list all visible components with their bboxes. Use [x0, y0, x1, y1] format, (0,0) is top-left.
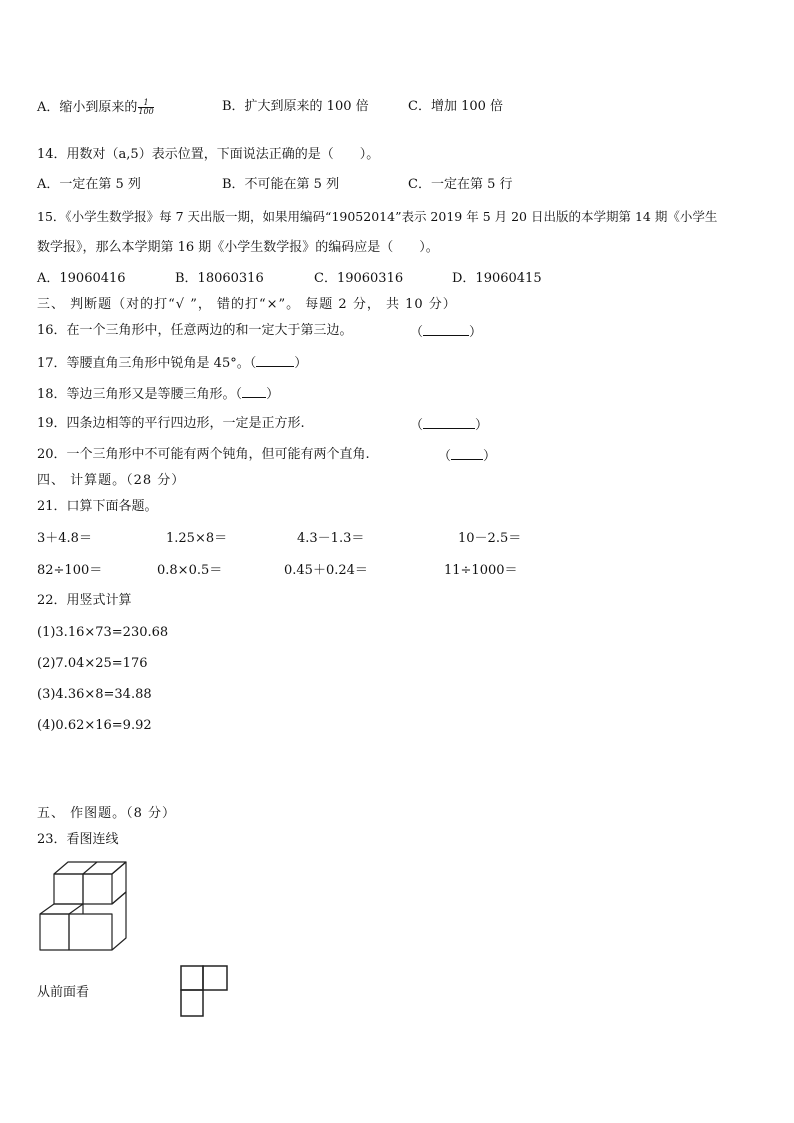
- blank-line: [423, 416, 475, 429]
- q13-option-a: [37, 99, 154, 116]
- view-label: 从前面看: [37, 985, 90, 1000]
- q15-stem-line2: 数学报》，那么本学期第 16 期《小学生数学报》的编码应是（ ）。: [37, 240, 439, 255]
- q18-text: 18．等边三角形又是等腰三角形。: [37, 387, 236, 402]
- mental-calc-item: 82÷100＝: [37, 563, 103, 578]
- fraction: [138, 99, 153, 116]
- vertical-calc-item: (1)3.16×73=230.68: [37, 625, 169, 640]
- q20: [37, 447, 370, 463]
- q19: [37, 416, 305, 432]
- q15-option-d: D．19060415: [452, 271, 542, 286]
- q15-option-a: A．19060416: [37, 271, 126, 286]
- q13-option-c: C．增加 100 倍: [408, 99, 504, 114]
- q19-answer-blank[interactable]: [410, 416, 488, 434]
- blank-line: [451, 447, 483, 460]
- section3-title: 三、 判断题（对的打“√ ”， 错的打“×”。 每题 2 分， 共 10 分）: [37, 297, 457, 312]
- q15-option-b: B．18060316: [175, 271, 264, 286]
- front-view-shape: [179, 964, 231, 1020]
- q15-option-c: C．19060316: [314, 271, 404, 286]
- q22-stem: 22．用竖式计算: [37, 593, 132, 608]
- q14-stem: 14．用数对（a,5）表示位置，下面说法正确的是（ ）。: [37, 147, 380, 162]
- q18-answer-blank[interactable]: [236, 387, 280, 402]
- paren-open: （: [410, 325, 424, 340]
- q17-answer-blank[interactable]: [250, 356, 308, 371]
- paren-close: ）: [266, 387, 280, 402]
- section5-title: 五、 作图题。（8 分）: [37, 806, 177, 821]
- blank-line: [423, 323, 469, 336]
- mental-calc-item: 1.25×8＝: [166, 531, 228, 546]
- fraction-denominator: 100: [138, 107, 154, 116]
- q17: [37, 354, 307, 372]
- q18: [37, 385, 279, 403]
- mental-calc-item: 0.8×0.5＝: [157, 563, 223, 578]
- q15-stem-line1: 15．《小学生数学报》每 7 天出版一期，如果用编码“19052014”表示 2019 年 5 月 20 日出版的本学期第 14 期《小学生: [37, 209, 718, 224]
- vertical-calc-item: (3)4.36×8=34.88: [37, 687, 152, 702]
- fraction-numerator: 1: [138, 99, 153, 108]
- mental-calc-item: 0.45＋0.24＝: [284, 563, 368, 578]
- paren-open: （: [410, 418, 424, 433]
- q13-option-b: B．扩大到原来的 100 倍: [222, 99, 369, 114]
- mental-calc-item: 10－2.5＝: [458, 531, 522, 546]
- vertical-calc-item: (4)0.62×16=9.92: [37, 718, 152, 733]
- paren-open: （: [438, 449, 452, 464]
- q20-text: 20．一个三角形中不可能有两个钝角，但可能有两个直角.: [37, 447, 370, 462]
- q20-answer-blank[interactable]: [438, 447, 496, 465]
- q14-option-a: A．一定在第 5 列: [37, 177, 141, 192]
- q14-option-c: C．一定在第 5 行: [408, 177, 513, 192]
- q16-text: 16．在一个三角形中，任意两边的和一定大于第三边。: [37, 323, 353, 338]
- q19-text: 19．四条边相等的平行四边形，一定是正方形.: [37, 416, 305, 431]
- paren-close: ）: [469, 325, 483, 340]
- blank-line: [256, 354, 294, 367]
- q16-answer-blank[interactable]: [410, 323, 482, 341]
- q14-option-b: B．不可能在第 5 列: [222, 177, 340, 192]
- blank-line: [242, 385, 266, 398]
- q13-option-a-text: A．缩小到原来的: [37, 100, 138, 115]
- q17-text: 17．等腰直角三角形中锐角是 45°。: [37, 356, 250, 371]
- mental-calc-item: 3＋4.8＝: [37, 531, 92, 546]
- q21-stem: 21．口算下面各题。: [37, 499, 158, 514]
- cube-figure: [38, 858, 134, 958]
- q16: [37, 323, 353, 339]
- q23-stem: 23．看图连线: [37, 832, 119, 847]
- paren-close: ）: [294, 356, 308, 371]
- section4-title: 四、 计算题。（28 分）: [37, 473, 186, 488]
- paren-open: （: [249, 356, 257, 371]
- paren-close: ）: [483, 449, 497, 464]
- mental-calc-item: 4.3－1.3＝: [297, 531, 365, 546]
- paren-open: （: [235, 387, 243, 402]
- vertical-calc-item: (2)7.04×25=176: [37, 656, 148, 671]
- paren-close: ）: [475, 418, 489, 433]
- mental-calc-item: 11÷1000＝: [444, 563, 518, 578]
